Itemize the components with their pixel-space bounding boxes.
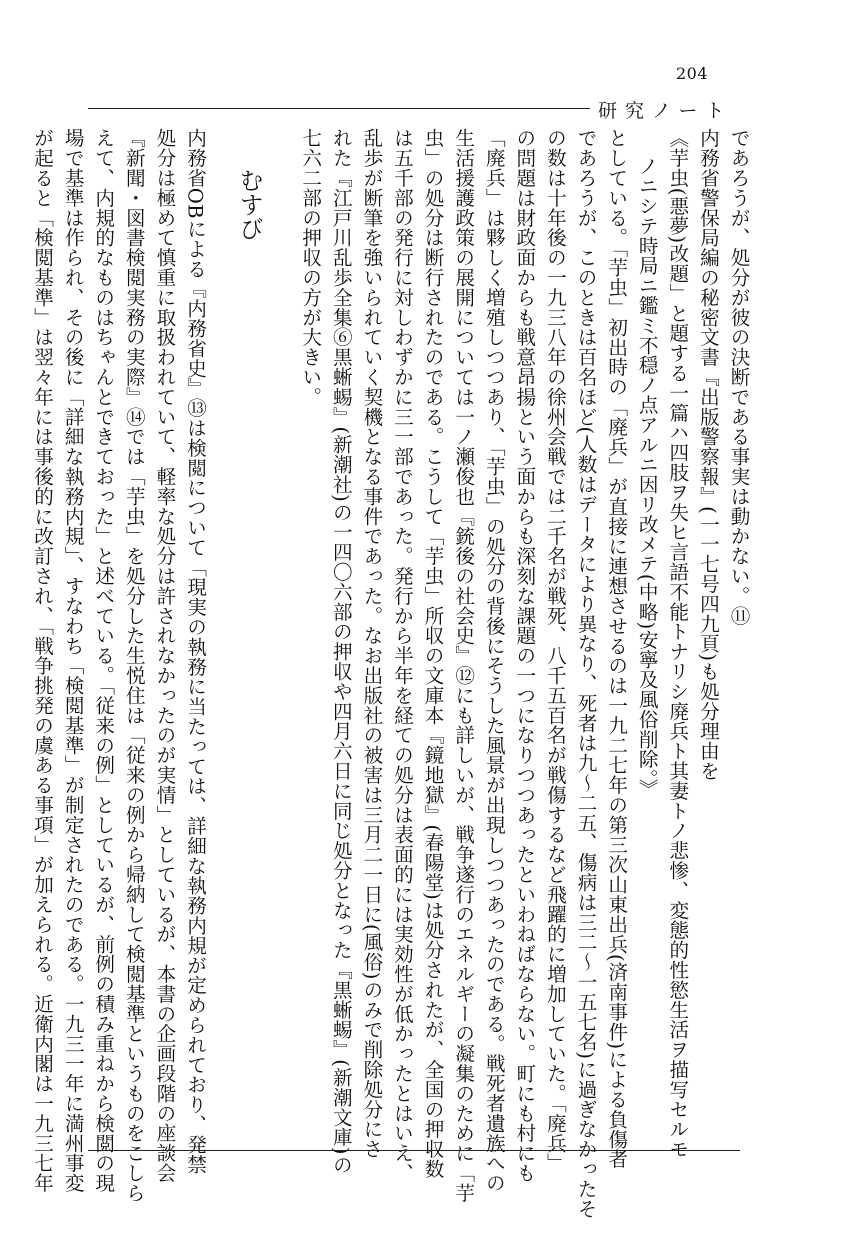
page-number: 204 bbox=[676, 64, 709, 83]
text-line: としている。「芋虫」初出時の「廃兵」が直接に連想させるのは一九二七年の第三次山東出兵(済南事件)による負傷者 bbox=[604, 128, 628, 1169]
text-line: 生活援護政策の展開については一ノ瀬俊也『銃後の社会史』⑫にも詳しいが、戦争遂行のエネルギーの凝集のために「芋 bbox=[451, 128, 475, 1203]
text-line: 虫」の処分は断行されたのである。こうして「芋虫」所収の文庫本『鏡地獄』(春陽堂)は処分されたが、全国の押収数 bbox=[421, 128, 445, 1179]
text-line: の問題は財政面からも戦意昂揚という面からも深刻な課題の一つになりつつあったといわねばならない。町にも村にも bbox=[512, 128, 536, 1183]
text-line: 処分は極めて慎重に取扱われていて、軽率な処分は許されなかったのが実情」としているが、本書の企画段階の座談会 bbox=[152, 128, 176, 1183]
body-text bbox=[30, 128, 753, 1219]
section-heading: むすび bbox=[235, 168, 264, 241]
text-line: 七六二部の押収の方が大きい。 bbox=[298, 128, 322, 407]
text-line: れた『江戸川乱歩全集⑥黒蜥蜴』(新潮社)の一四〇六部の押収や四月六日に同じ処分となった『黒蜥蜴』(新潮文庫)の bbox=[329, 128, 353, 1175]
text-line: であろうが、処分が彼の決断である事実は動かない。⑪ bbox=[727, 128, 750, 626]
footer-rule bbox=[88, 1150, 740, 1151]
text-line: であろうが、このときは百名ほど(人数はデータにより異なり、死者は九～二五、傷病は三二～一五七名)に過ぎなかったそ bbox=[574, 128, 598, 1219]
text-line: が起ると「検閲基準」は翌々年には事後的に改訂され、「戦争挑発の虞ある事項」が加えられる。近衛内閣は一九三七年 bbox=[30, 128, 54, 1193]
running-header: 研究ノート bbox=[598, 100, 733, 122]
text-line: 内務省OBによる『内務省史』⑬は検閲について「現実の執務に当たっては、詳細な執務内規が定められており、発禁 bbox=[183, 128, 207, 1174]
text-line: 乱歩が断筆を強いられていく契機となる事件であった。なお出版社の被害は三月二一日に(風俗)のみで削除処分にさ bbox=[359, 128, 383, 1159]
quote-line: ノニシテ時局ニ鑑ミ不穏ノ点アルニ因リ改メテ(中略)安寧及風俗削除。》 bbox=[635, 156, 659, 799]
text-line: の数は十年後の一九三八年の徐州会戦では二千名が戦死、八千五百名が戦傷するなど飛躍的に増加していた。「廃兵」 bbox=[543, 128, 567, 1173]
text-line: 場で基準は作られ、その後に「詳細な執務内規」、すなわち「検閲基準」が制定されたのである。一九三一年に満州事変 bbox=[61, 128, 85, 1193]
text-line: 内務省警保局編の秘密文書『出版警察報』(一一七号四九頁)も処分理由を bbox=[696, 128, 720, 781]
text-line: 『新聞・図書検閲実務の実際』⑭では「芋虫」を処分した生悦住は「従来の例から帰納して検閲基準というものをこしら bbox=[122, 128, 146, 1203]
text-line: 「廃兵」は夥しく増殖しつつあり、「芋虫」の処分の背後にそうした風景が出現しつつあったのである。戦死者遺族への bbox=[482, 128, 506, 1193]
text-line: えて、内規的なものはちゃんとできておった」と述べている。「従来の例」としているが、前例の積み重ねから検閲の現 bbox=[91, 128, 115, 1193]
quote-line: 《芋虫(悪夢)改題」と題する一篇ハ四肢ヲ失ヒ言語不能トナリシ廃兵ト其妻トノ悲惨、変態的性慾生活ヲ描写セルモ bbox=[665, 128, 689, 1159]
text-line: は五千部の発行に対しわずかに三一部であった。発行から半年を経ての処分は表面的には実効性が低かったとはいえ、 bbox=[390, 128, 414, 1183]
header-rule bbox=[88, 108, 590, 109]
